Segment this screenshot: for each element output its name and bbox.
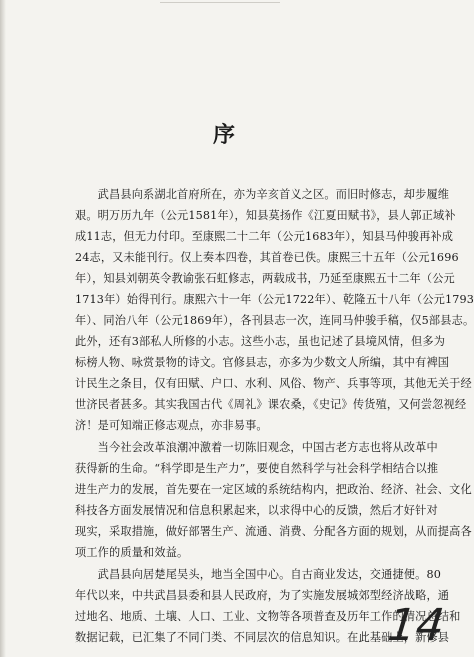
text-line: 过地名、地质、土壤、人口、工业、文物等各项普查及历年工作的情况总结和 xyxy=(75,610,461,623)
text-line: 1713年）始得刊行。康熙六十一年（公元1722年）、乾隆五十八年（公元1793 xyxy=(75,293,474,306)
text-line: 项工作的质量和效益。 xyxy=(75,546,189,559)
text-line: 24志，又未能刊行。仅上奏本四卷，其首卷已佚。康熙三十五年（公元1696 xyxy=(75,251,459,264)
text-line: 计民生之条目，仅有田赋、户口、水利、风俗、物产、兵事等项，其他无关于经 xyxy=(75,377,472,390)
text-line: 数据记载，已汇集了不同门类、不同层次的信息知识。在此基础上，新修县 xyxy=(75,631,450,644)
text-line: 世济民者甚多。其实我国古代《周礼》课农桑，《史记》传货殖，又何尝忽视经 xyxy=(75,398,467,411)
page-number: 14 xyxy=(385,600,447,651)
scan-mark xyxy=(160,2,280,3)
scan-edge-shadow xyxy=(0,0,6,657)
text-line: 科技各方面发展情况和信息积累起来，以求得中心的反馈，然后才好针对 xyxy=(75,504,438,517)
text-line: 获得新的生命。“科学即是生产力”，要使自然科学与社会科学相结合以推 xyxy=(75,462,439,475)
text-line: 成11志，但无力付印。至康熙二十二年（公元1683年），知县马仲骏再补成 xyxy=(75,230,454,243)
text-line: 艰。明万历九年（公元1581年），知县莫扬作《江夏田赋书》，县人郭正域补 xyxy=(75,209,456,222)
text-line: 年代以来，中共武昌县委和县人民政府，为了实施发展城郊型经济战略，通 xyxy=(75,589,450,602)
text-line: 武昌县向系湖北首府所在，亦为辛亥首义之区。而旧时修志，却步履维 xyxy=(75,188,450,201)
text-line: 年），知县刘朝英令教谕张石虹修志，两载成书，乃延至康熙五十二年（公元 xyxy=(75,272,455,285)
text-line: 济！是可知端正修志观点，亦非易事。 xyxy=(75,419,268,432)
text-line: 标榜人物、咏赏景物的诗文。官修县志，亦多为少数文人所编，其中有裨国 xyxy=(75,356,450,369)
text-line: 当今社会改革浪潮冲激着一切陈旧观念，中国古老方志也将从改革中 xyxy=(75,441,438,454)
page-title: 序 xyxy=(212,122,237,148)
text-line: 现实，采取措施，做好部署生产、流通、消费、分配各方面的规划，从而提高各 xyxy=(75,525,472,538)
paragraph-2 xyxy=(75,437,472,563)
text-line: 进生产力的发展，首先要在一定区域的系统结构内，把政治、经济、社会、文化 xyxy=(75,483,472,496)
text-line: 此外，还有3部私人所修的小志。这些小志，虽也记述了县境风情，但多为 xyxy=(75,335,446,348)
paragraph-1 xyxy=(75,184,474,436)
text-line: 年）、同治八年（公元1869年），各刊县志一次，连同马仲骏手稿，仅5部县志。 xyxy=(75,314,474,327)
text-line: 武昌县向居楚尾吴头，地当全国中心。自古商业发达，交通捷便。80 xyxy=(75,568,441,581)
